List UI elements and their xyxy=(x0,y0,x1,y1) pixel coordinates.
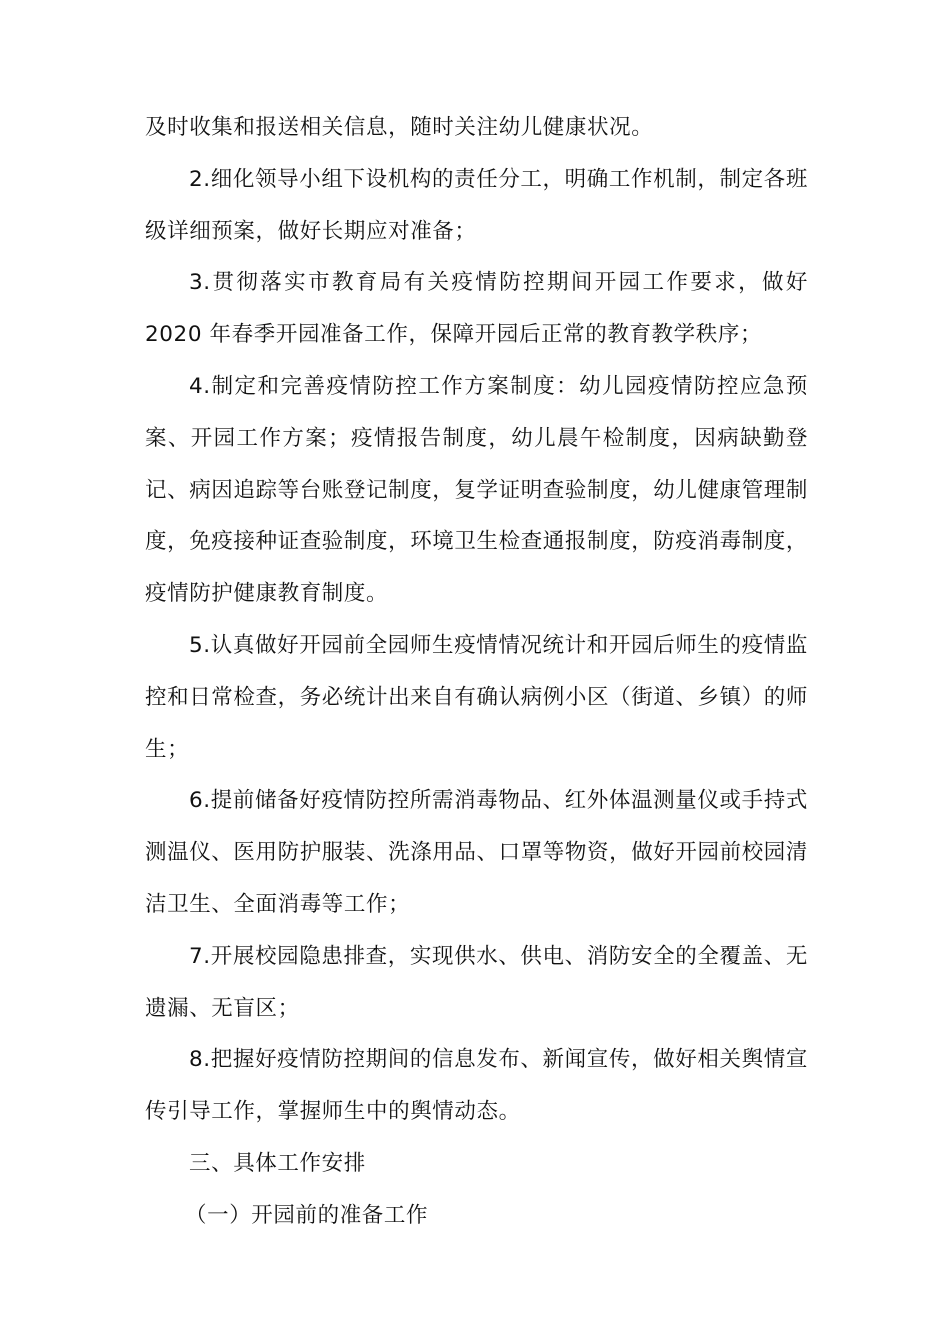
section-heading: 三、具体工作安排 xyxy=(189,1150,366,1176)
paragraph-item-2: 2.细化领导小组下设机构的责任分工，明确工作机制，制定各班级详细预案，做好长期应对准备； xyxy=(145,166,808,244)
document-body xyxy=(145,102,808,1242)
paragraph-item-6: 6.提前储备好疫情防控所需消毒物品、红外体温测量仪或手持式测温仪、医用防护服装、洗涤用品、口罩等物资，做好开园前校园清洁卫生、全面消毒等工作； xyxy=(145,788,809,917)
paragraph-item-3: 3.贯彻落实市教育局有关疫情防控期间开园工作要求，做好 2020 年春季开园准备工作，保障开园后正常的教育教学秩序； xyxy=(145,270,808,348)
subsection-heading: （一）开园前的准备工作 xyxy=(185,1202,429,1228)
paragraph-item-4: 4.制定和完善疫情防控工作方案制度：幼儿园疫情防控应急预案、开园工作方案；疫情报告制度，幼儿晨午检制度，因病缺勤登记、病因追踪等台账登记制度，复学证明查验制度，幼儿健康管理制度，免疫接种证查验制度，环境卫生检查通报制度，防疫消毒制度，疫情防护健康教育制度。 xyxy=(145,373,809,607)
paragraph-item-7: 7.开展校园隐患排查，实现供水、供电、消防安全的全覆盖、无遗漏、无盲区； xyxy=(145,943,808,1021)
paragraph-continuation: 及时收集和报送相关信息，随时关注幼儿健康状况。 xyxy=(145,115,654,140)
paragraph-item-5: 5.认真做好开园前全园师生疫情情况统计和开园后师生的疫情监控和日常检查，务必统计出来自有确认病例小区（街道、乡镇）的师生； xyxy=(145,632,809,762)
paragraph-item-8: 8.把握好疫情防控期间的信息发布、新闻宣传，做好相关舆情宣传引导工作，掌握师生中的舆情动态。 xyxy=(145,1047,808,1125)
